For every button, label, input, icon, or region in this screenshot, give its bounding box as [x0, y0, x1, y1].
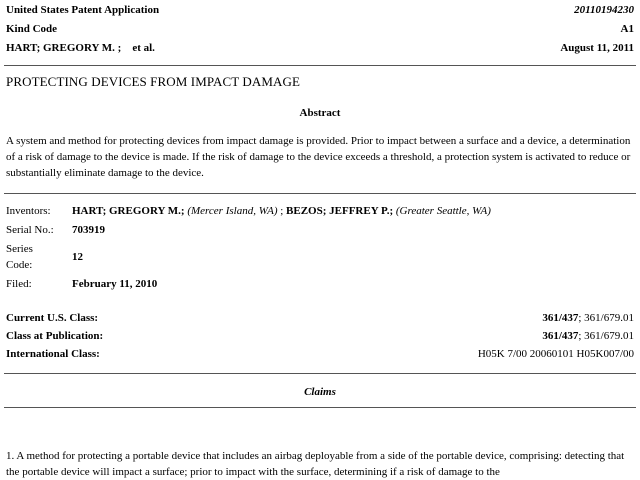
class-label: Class at Publication:	[6, 330, 104, 342]
abstract-heading: Abstract	[299, 107, 341, 119]
divider	[4, 373, 636, 374]
publication-number: 20110194230	[574, 4, 634, 16]
inventors-label: Inventors:	[6, 205, 51, 217]
class-value	[542, 330, 634, 342]
filed-label: Filed:	[6, 278, 32, 290]
divider	[4, 65, 636, 66]
filed-value: February 11, 2010	[72, 278, 158, 290]
series-value: 12	[72, 251, 83, 263]
class-rest: ; 361/679.01	[578, 330, 634, 342]
header-row-2	[6, 23, 634, 35]
class-rest: ; 361/679.01	[578, 312, 634, 324]
class-primary: 361/437	[542, 312, 579, 324]
class-primary: 361/437	[542, 330, 579, 342]
claims-heading: Claims	[304, 386, 336, 398]
class-rest: H05K 7/00 20060101 H05K007/00	[477, 348, 634, 360]
publication-date: August 11, 2011	[560, 42, 634, 54]
class-label: Current U.S. Class:	[6, 312, 99, 324]
inventors-value	[72, 205, 491, 217]
header-row-3	[6, 42, 634, 54]
series-label-line-1: Series	[6, 243, 33, 255]
patent-title: PROTECTING DEVICES FROM IMPACT DAMAGE	[6, 74, 301, 89]
inventor-short: HART; GREGORY M. ; et al.	[6, 42, 155, 54]
claims-text: 1. A method for protecting a portable device that includes an airbag deployable from a side of the portable device, comprising: detecting that the portable device will impact a surface; prior to impact with the surface, determining if a risk of damage to the	[6, 450, 625, 478]
header-row-1	[6, 4, 634, 16]
class-row	[6, 330, 634, 342]
application-type: United States Patent Application	[6, 4, 160, 16]
inventor-1-name: HART; GREGORY M.;	[72, 205, 185, 217]
divider	[4, 193, 636, 194]
class-value	[478, 348, 634, 360]
inventor-separator: ;	[277, 205, 287, 217]
kind-code-label: Kind Code	[6, 23, 58, 35]
class-row	[6, 312, 634, 324]
inventor-1-location: (Mercer Island, WA)	[187, 205, 278, 217]
inventor-2-name: BEZOS; JEFFREY P.;	[286, 205, 394, 217]
class-row	[6, 348, 634, 360]
serial-label: Serial No.:	[6, 224, 54, 236]
inventor-2-location: (Greater Seattle, WA)	[395, 205, 491, 217]
series-label-line-2: Code:	[6, 259, 33, 271]
serial-value: 703919	[72, 224, 105, 236]
abstract-text: A system and method for protecting devices from impact damage is provided. Prior to impact between a surface and a device, a determination of a risk of damage to the device is made. If the risk of damage to the device exceeds a threshold, a protection system is activated to reduce or substantially eliminate damage to the device.	[6, 135, 631, 179]
kind-code-value: A1	[620, 23, 634, 35]
class-value	[542, 312, 634, 324]
class-label: International Class:	[6, 348, 100, 360]
divider	[4, 407, 636, 408]
